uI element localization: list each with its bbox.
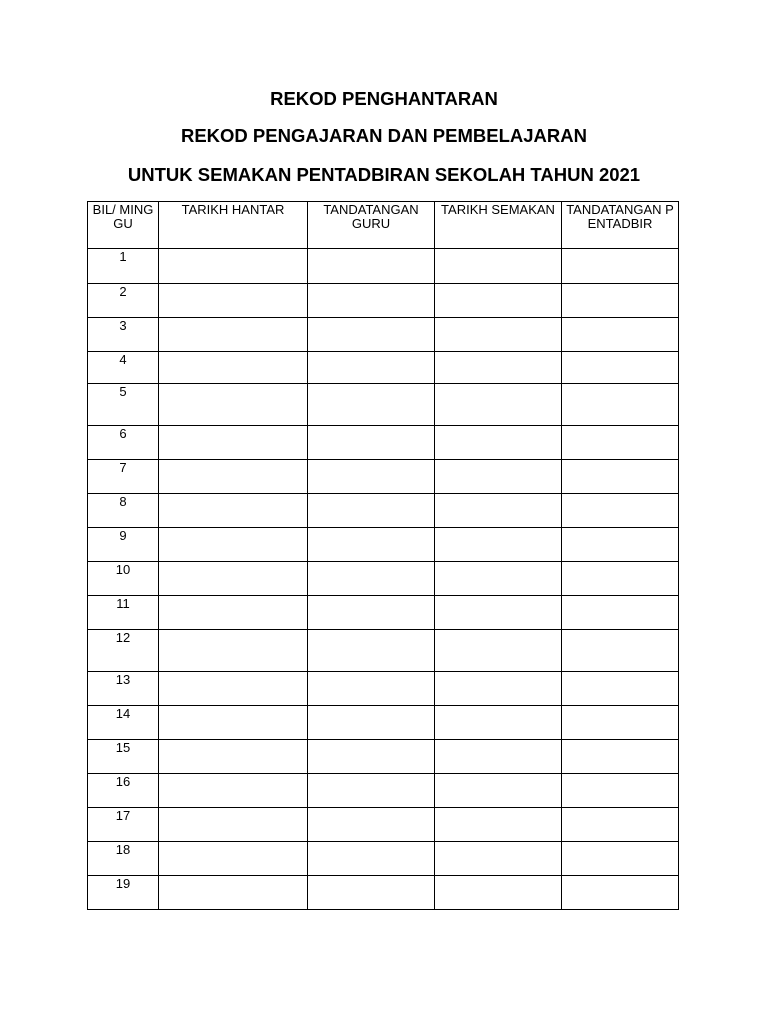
cell-tarikh-semakan[interactable] bbox=[435, 774, 562, 808]
cell-tandatangan-pentadbir[interactable] bbox=[562, 842, 679, 876]
cell-tarikh-semakan[interactable] bbox=[435, 318, 562, 352]
table-row bbox=[88, 249, 679, 284]
cell-tarikh-semakan[interactable] bbox=[435, 876, 562, 910]
table-row bbox=[88, 630, 679, 672]
cell-tandatangan-pentadbir[interactable] bbox=[562, 740, 679, 774]
row-number: 5 bbox=[88, 384, 159, 426]
cell-tarikh-hantar[interactable] bbox=[159, 318, 308, 352]
cell-tarikh-semakan[interactable] bbox=[435, 706, 562, 740]
cell-tandatangan-guru[interactable] bbox=[308, 630, 435, 672]
cell-tarikh-hantar[interactable] bbox=[159, 249, 308, 284]
cell-tarikh-semakan[interactable] bbox=[435, 284, 562, 318]
cell-tarikh-semakan[interactable] bbox=[435, 494, 562, 528]
header-tandatangan-pentadbir: TANDATANGAN PENTADBIR bbox=[562, 202, 679, 249]
header-tarikh-semakan: TARIKH SEMAKAN bbox=[435, 202, 562, 249]
row-number: 14 bbox=[88, 706, 159, 740]
cell-tandatangan-guru[interactable] bbox=[308, 672, 435, 706]
table-row bbox=[88, 706, 679, 740]
row-number: 9 bbox=[88, 528, 159, 562]
cell-tarikh-hantar[interactable] bbox=[159, 384, 308, 426]
row-number: 7 bbox=[88, 460, 159, 494]
document-subtitle: REKOD PENGAJARAN DAN PEMBELAJARAN bbox=[180, 125, 587, 146]
cell-tarikh-hantar[interactable] bbox=[159, 774, 308, 808]
cell-tandatangan-pentadbir[interactable] bbox=[562, 774, 679, 808]
table-row bbox=[88, 672, 679, 706]
cell-tarikh-semakan[interactable] bbox=[435, 842, 562, 876]
cell-tarikh-semakan[interactable] bbox=[435, 426, 562, 460]
cell-tarikh-semakan[interactable] bbox=[435, 596, 562, 630]
cell-tandatangan-guru[interactable] bbox=[308, 384, 435, 426]
cell-tandatangan-guru[interactable] bbox=[308, 528, 435, 562]
cell-tarikh-hantar[interactable] bbox=[159, 706, 308, 740]
cell-tarikh-hantar[interactable] bbox=[159, 284, 308, 318]
cell-tandatangan-pentadbir[interactable] bbox=[562, 318, 679, 352]
table-row bbox=[88, 596, 679, 630]
cell-tandatangan-guru[interactable] bbox=[308, 596, 435, 630]
cell-tandatangan-pentadbir[interactable] bbox=[562, 528, 679, 562]
document-title: REKOD PENGHANTARAN bbox=[270, 88, 498, 109]
cell-tarikh-hantar[interactable] bbox=[159, 426, 308, 460]
table-row bbox=[88, 426, 679, 460]
cell-tandatangan-pentadbir[interactable] bbox=[562, 249, 679, 284]
cell-tarikh-semakan[interactable] bbox=[435, 528, 562, 562]
cell-tarikh-hantar[interactable] bbox=[159, 596, 308, 630]
cell-tarikh-hantar[interactable] bbox=[159, 562, 308, 596]
cell-tarikh-hantar[interactable] bbox=[159, 460, 308, 494]
row-number: 1 bbox=[88, 249, 159, 284]
cell-tandatangan-pentadbir[interactable] bbox=[562, 284, 679, 318]
cell-tandatangan-pentadbir[interactable] bbox=[562, 494, 679, 528]
cell-tandatangan-guru[interactable] bbox=[308, 494, 435, 528]
table-row bbox=[88, 384, 679, 426]
cell-tandatangan-guru[interactable] bbox=[308, 284, 435, 318]
cell-tandatangan-guru[interactable] bbox=[308, 774, 435, 808]
cell-tandatangan-guru[interactable] bbox=[308, 706, 435, 740]
table-row bbox=[88, 774, 679, 808]
cell-tandatangan-pentadbir[interactable] bbox=[562, 630, 679, 672]
cell-tandatangan-pentadbir[interactable] bbox=[562, 596, 679, 630]
cell-tandatangan-guru[interactable] bbox=[308, 352, 435, 384]
row-number: 8 bbox=[88, 494, 159, 528]
table-row bbox=[88, 494, 679, 528]
table-row bbox=[88, 528, 679, 562]
row-number: 13 bbox=[88, 672, 159, 706]
row-number: 11 bbox=[88, 596, 159, 630]
cell-tandatangan-pentadbir[interactable] bbox=[562, 352, 679, 384]
cell-tarikh-semakan[interactable] bbox=[435, 630, 562, 672]
cell-tarikh-hantar[interactable] bbox=[159, 876, 308, 910]
cell-tarikh-semakan[interactable] bbox=[435, 352, 562, 384]
cell-tandatangan-guru[interactable] bbox=[308, 808, 435, 842]
table-row bbox=[88, 352, 679, 384]
row-number: 18 bbox=[88, 842, 159, 876]
table-row bbox=[88, 318, 679, 352]
record-table bbox=[87, 201, 679, 910]
row-number: 12 bbox=[88, 630, 159, 672]
row-number: 2 bbox=[88, 284, 159, 318]
cell-tandatangan-pentadbir[interactable] bbox=[562, 672, 679, 706]
cell-tandatangan-pentadbir[interactable] bbox=[562, 460, 679, 494]
cell-tarikh-semakan[interactable] bbox=[435, 384, 562, 426]
header-row bbox=[88, 202, 679, 249]
row-number: 19 bbox=[88, 876, 159, 910]
cell-tarikh-semakan[interactable] bbox=[435, 460, 562, 494]
table-body bbox=[88, 249, 679, 910]
table-row bbox=[88, 460, 679, 494]
cell-tandatangan-pentadbir[interactable] bbox=[562, 562, 679, 596]
cell-tarikh-hantar[interactable] bbox=[159, 672, 308, 706]
cell-tarikh-semakan[interactable] bbox=[435, 249, 562, 284]
cell-tarikh-hantar[interactable] bbox=[159, 740, 308, 774]
cell-tarikh-hantar[interactable] bbox=[159, 630, 308, 672]
row-number: 17 bbox=[88, 808, 159, 842]
cell-tandatangan-pentadbir[interactable] bbox=[562, 706, 679, 740]
cell-tarikh-semakan[interactable] bbox=[435, 740, 562, 774]
cell-tarikh-hantar[interactable] bbox=[159, 494, 308, 528]
cell-tarikh-semakan[interactable] bbox=[435, 672, 562, 706]
cell-tarikh-semakan[interactable] bbox=[435, 562, 562, 596]
table-row bbox=[88, 562, 679, 596]
header-bil-minggu: BIL/ MINGGU bbox=[88, 202, 159, 249]
cell-tandatangan-pentadbir[interactable] bbox=[562, 426, 679, 460]
cell-tarikh-hantar[interactable] bbox=[159, 528, 308, 562]
cell-tandatangan-guru[interactable] bbox=[308, 460, 435, 494]
cell-tandatangan-guru[interactable] bbox=[308, 842, 435, 876]
cell-tandatangan-guru[interactable] bbox=[308, 426, 435, 460]
row-number: 15 bbox=[88, 740, 159, 774]
table-row bbox=[88, 740, 679, 774]
cell-tandatangan-guru[interactable] bbox=[308, 562, 435, 596]
header-tandatangan-guru: TANDATANGAN GURU bbox=[308, 202, 435, 249]
cell-tandatangan-guru[interactable] bbox=[308, 740, 435, 774]
cell-tarikh-hantar[interactable] bbox=[159, 808, 308, 842]
cell-tarikh-hantar[interactable] bbox=[159, 352, 308, 384]
cell-tandatangan-pentadbir[interactable] bbox=[562, 876, 679, 910]
cell-tandatangan-guru[interactable] bbox=[308, 318, 435, 352]
table-row bbox=[88, 284, 679, 318]
cell-tandatangan-guru[interactable] bbox=[308, 249, 435, 284]
cell-tandatangan-pentadbir[interactable] bbox=[562, 384, 679, 426]
cell-tandatangan-pentadbir[interactable] bbox=[562, 808, 679, 842]
row-number: 6 bbox=[88, 426, 159, 460]
header-tarikh-hantar: TARIKH HANTAR bbox=[159, 202, 308, 249]
row-number: 10 bbox=[88, 562, 159, 596]
document-subtitle-year: UNTUK SEMAKAN PENTADBIRAN SEKOLAH TAHUN 2021 bbox=[127, 164, 641, 185]
row-number: 3 bbox=[88, 318, 159, 352]
cell-tandatangan-guru[interactable] bbox=[308, 876, 435, 910]
row-number: 4 bbox=[88, 352, 159, 384]
cell-tarikh-semakan[interactable] bbox=[435, 808, 562, 842]
table-row bbox=[88, 808, 679, 842]
row-number: 16 bbox=[88, 774, 159, 808]
cell-tarikh-hantar[interactable] bbox=[159, 842, 308, 876]
table-row bbox=[88, 876, 679, 910]
table-row bbox=[88, 842, 679, 876]
